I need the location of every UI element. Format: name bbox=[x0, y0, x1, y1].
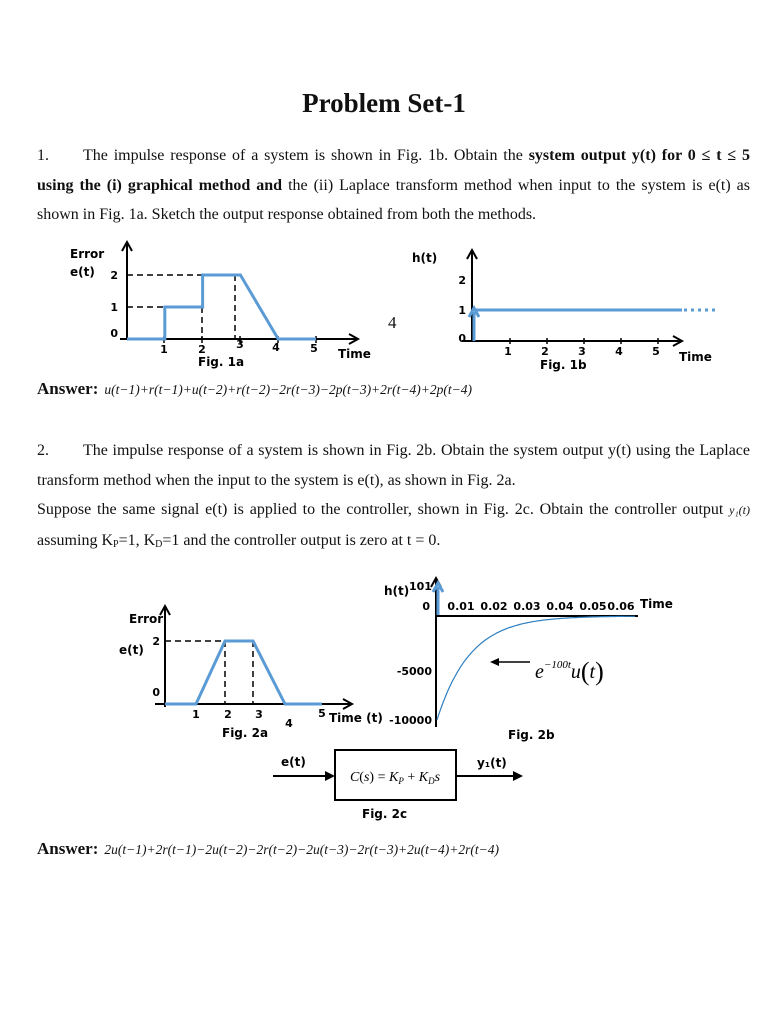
question-1-text-a: The impulse response of a system is shown in Fig. 1b. Obtain the bbox=[83, 147, 529, 164]
fig2c-input-label: e(t) bbox=[281, 755, 306, 769]
fig2c-input-arrowhead bbox=[325, 771, 335, 781]
fig2b-ytick-5000: -5000 bbox=[396, 665, 432, 678]
fig2a-ylabel-error: Error bbox=[129, 612, 164, 626]
fig2a-xtick-2: 2 bbox=[224, 708, 232, 721]
question-2-text-2c: assuming K bbox=[37, 531, 113, 549]
answer-2 bbox=[37, 839, 499, 859]
question-1-text-b: system output y(t) for 0 bbox=[528, 147, 696, 164]
fig1b-ylabel: h(t) bbox=[412, 251, 438, 265]
fig1a-signal bbox=[127, 275, 316, 339]
fig2a-ytick-2: 2 bbox=[152, 635, 160, 648]
fig1a-xtick-5: 5 bbox=[310, 342, 318, 355]
fig1a-ylabel-error: Error bbox=[70, 247, 105, 261]
fig1b-ytick-1: 1 bbox=[458, 304, 466, 317]
fig1b-xlabel: Time bbox=[679, 350, 712, 364]
fig1a-xtick-4: 4 bbox=[272, 341, 280, 354]
fig1b-caption: Fig. 1b bbox=[540, 358, 587, 372]
fig2b-impulse-label: 101 bbox=[409, 580, 432, 593]
stray-label-4: 4 bbox=[388, 313, 397, 332]
fig1a-ytick-2: 2 bbox=[110, 269, 118, 282]
question-2-text-2g: =1 and the controller output is zero at t = 0. bbox=[162, 531, 441, 549]
fig1a-xtick-1: 1 bbox=[160, 343, 168, 356]
fig2b-ylabel: h(t) bbox=[384, 584, 410, 598]
fig1b-xtick-4: 4 bbox=[615, 345, 623, 358]
answer-1 bbox=[37, 379, 472, 399]
answer-2-expression: 2u(t−1)+2r(t−1)−2u(t−2)−2r(t−2)−2u(t−3)−2r(t−3)+2u(t−4)+2r(t−4) bbox=[104, 842, 499, 857]
page-title: Problem Set-1 bbox=[302, 88, 466, 118]
question-2 bbox=[37, 436, 750, 559]
fig2a-signal bbox=[165, 641, 322, 704]
fig2a-xtick-5: 5 bbox=[318, 707, 326, 720]
question-2-number: 2. bbox=[37, 442, 49, 459]
fig-1a bbox=[60, 236, 380, 371]
fig1b-xtick-5: 5 bbox=[652, 345, 660, 358]
fig-2a bbox=[115, 600, 395, 745]
fig2a-xtick-3: 3 bbox=[255, 708, 263, 721]
fig2b-annotation: $e^{-100t}u(t)$ bbox=[535, 657, 604, 686]
kd-subscript: D bbox=[155, 538, 163, 550]
fig1a-xtick-2: 2 bbox=[198, 343, 206, 356]
fig1a-ytick-0: 0 bbox=[110, 327, 118, 340]
fig2b-xtick-3: 0.03 bbox=[513, 600, 541, 613]
fig1a-ytick-1: 1 bbox=[110, 301, 118, 314]
question-1-text-c: ≤ t ≤ 5 using the (i) graphical method and bbox=[37, 147, 751, 194]
fig2c-caption: Fig. 2c bbox=[362, 807, 408, 821]
fig2b-ytick-0: 0 bbox=[422, 600, 430, 613]
answer-1-expression: u(t−1)+r(t−1)+u(t−2)+r(t−2)−2r(t−3)−2p(t−3)+2r(t−4)+2p(t−4) bbox=[104, 382, 472, 397]
fig1a-ylabel-et: e(t) bbox=[70, 265, 95, 279]
fig1b-xtick-1: 1 bbox=[504, 345, 512, 358]
fig1b-ytick-0: 0 bbox=[458, 332, 466, 345]
question-2-text-2e: =1, K bbox=[118, 531, 156, 549]
question-1-number: 1. bbox=[37, 147, 49, 164]
fig2b-annotation-arrowhead bbox=[490, 658, 499, 666]
fig2b-xlabel: Time bbox=[640, 597, 673, 611]
question-2-y1: y₁(t) bbox=[729, 503, 750, 517]
fig1b-ytick-2: 2 bbox=[458, 274, 466, 287]
question-1-text-d: the (ii) Laplace transform method when input to the system is e(t) as shown in Fig. 1a. Sketch the output response obtained from both the methods. bbox=[37, 176, 750, 223]
question-1 bbox=[37, 141, 750, 230]
fig1a-caption: Fig. 1a bbox=[198, 355, 245, 369]
fig2a-ylabel-et: e(t) bbox=[119, 643, 144, 657]
fig1b-xtick-3: 3 bbox=[578, 345, 586, 358]
fig2a-xtick-4: 4 bbox=[285, 717, 293, 730]
fig2b-xtick-4: 0.04 bbox=[546, 600, 574, 613]
fig2b-caption: Fig. 2b bbox=[508, 728, 555, 742]
fig2b-xtick-1: 0.01 bbox=[447, 600, 475, 613]
fig1a-xlabel: Time bbox=[338, 347, 371, 361]
fig2c-block-text: $C(s) = K_P + K_Ds$ bbox=[349, 770, 441, 786]
kp-subscript: P bbox=[113, 538, 119, 550]
fig-2b bbox=[380, 575, 690, 747]
fig2c-output-arrowhead bbox=[513, 771, 523, 781]
fig-1b bbox=[400, 244, 725, 374]
fig2a-ytick-0: 0 bbox=[152, 686, 160, 699]
fig2b-xtick-2: 0.02 bbox=[480, 600, 508, 613]
fig2b-xtick-6: 0.06 bbox=[607, 600, 635, 613]
fig2a-xlabel: Time (t) bbox=[329, 711, 383, 725]
question-2-text-1: The impulse response of a system is shown in Fig. 2b. Obtain the system output y(t) using the Laplace transform method when the input to the system is e(t), as shown in Fig. 2a. bbox=[37, 442, 750, 489]
fig1a-xtick-3: 3 bbox=[236, 338, 244, 351]
fig2c-output-label: y₁(t) bbox=[477, 756, 507, 770]
fig1b-xtick-2: 2 bbox=[541, 345, 549, 358]
fig2a-caption: Fig. 2a bbox=[222, 726, 269, 740]
fig-2c bbox=[265, 745, 535, 825]
fig2b-ytick-10000: -10000 bbox=[389, 714, 432, 727]
question-2-text-2a: Suppose the same signal e(t) is applied to the controller, shown in Fig. 2c. Obtain the controller output bbox=[37, 501, 730, 518]
answer-2-label: Answer: bbox=[37, 839, 99, 858]
fig2b-xtick-5: 0.05 bbox=[579, 600, 607, 613]
answer-1-label: Answer: bbox=[37, 379, 99, 398]
fig2a-xtick-1: 1 bbox=[192, 708, 200, 721]
